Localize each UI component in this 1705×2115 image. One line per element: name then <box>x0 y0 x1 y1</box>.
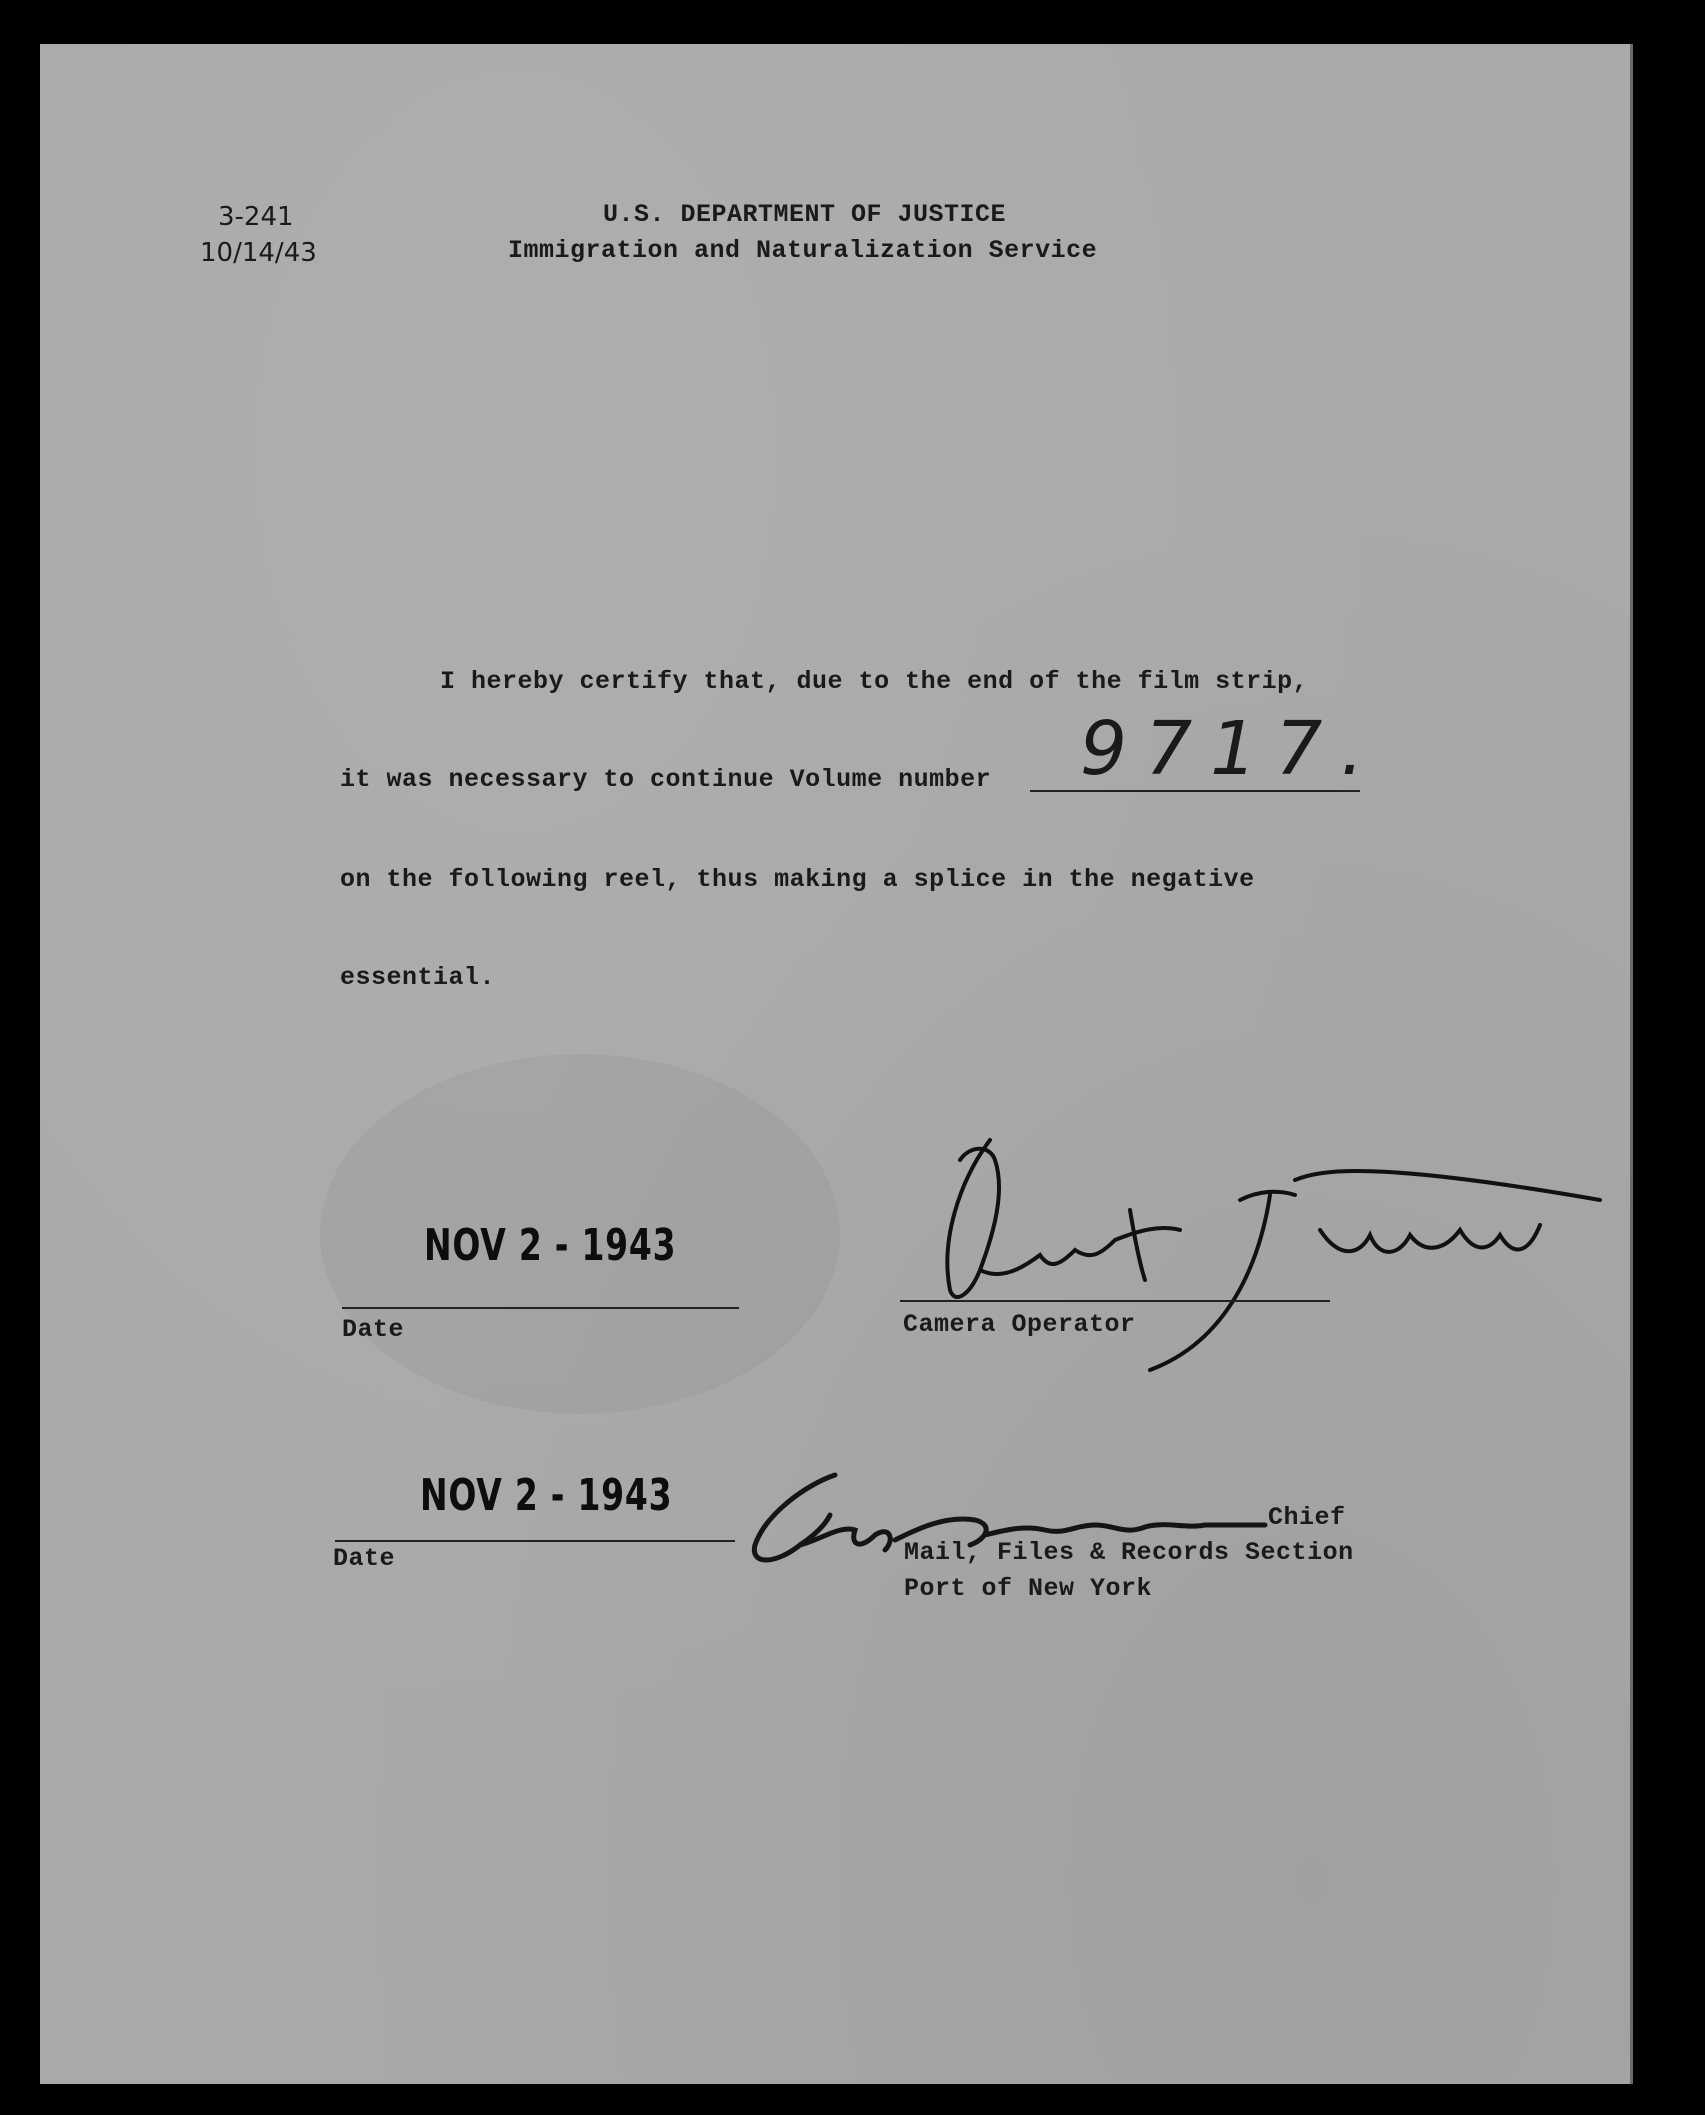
document-page <box>40 44 1633 2084</box>
certify-line-1: I hereby certify that, due to the end of the film strip, <box>440 667 1309 696</box>
service-heading: Immigration and Naturalization Service <box>508 236 1098 265</box>
chief-section: Mail, Files & Records Section <box>904 1538 1354 1567</box>
certify-line-4: essential. <box>340 963 496 992</box>
chief-title: Chief <box>1268 1503 1346 1532</box>
volume-number-handwritten: 9717. <box>1080 706 1382 792</box>
date-stamp-2: NOV 2 - 1943 <box>420 1470 673 1521</box>
form-date: 10/14/43 <box>200 238 317 268</box>
camera-operator-line <box>900 1300 1330 1302</box>
chief-port: Port of New York <box>904 1574 1153 1603</box>
department-heading: U.S. DEPARTMENT OF JUSTICE <box>603 200 1007 229</box>
date-label-1: Date <box>342 1315 405 1344</box>
certify-line-3: on the following reel, thus making a splice in the negative <box>340 865 1255 894</box>
form-number: 3-241 <box>218 202 294 232</box>
camera-operator-label: Camera Operator <box>903 1310 1136 1339</box>
date-label-2: Date <box>333 1544 396 1573</box>
date-line-2 <box>335 1540 735 1542</box>
date-stamp-1: NOV 2 - 1943 <box>424 1220 677 1271</box>
date-line-1 <box>342 1307 739 1309</box>
certify-line-2: it was necessary to continue Volume number <box>340 765 992 794</box>
